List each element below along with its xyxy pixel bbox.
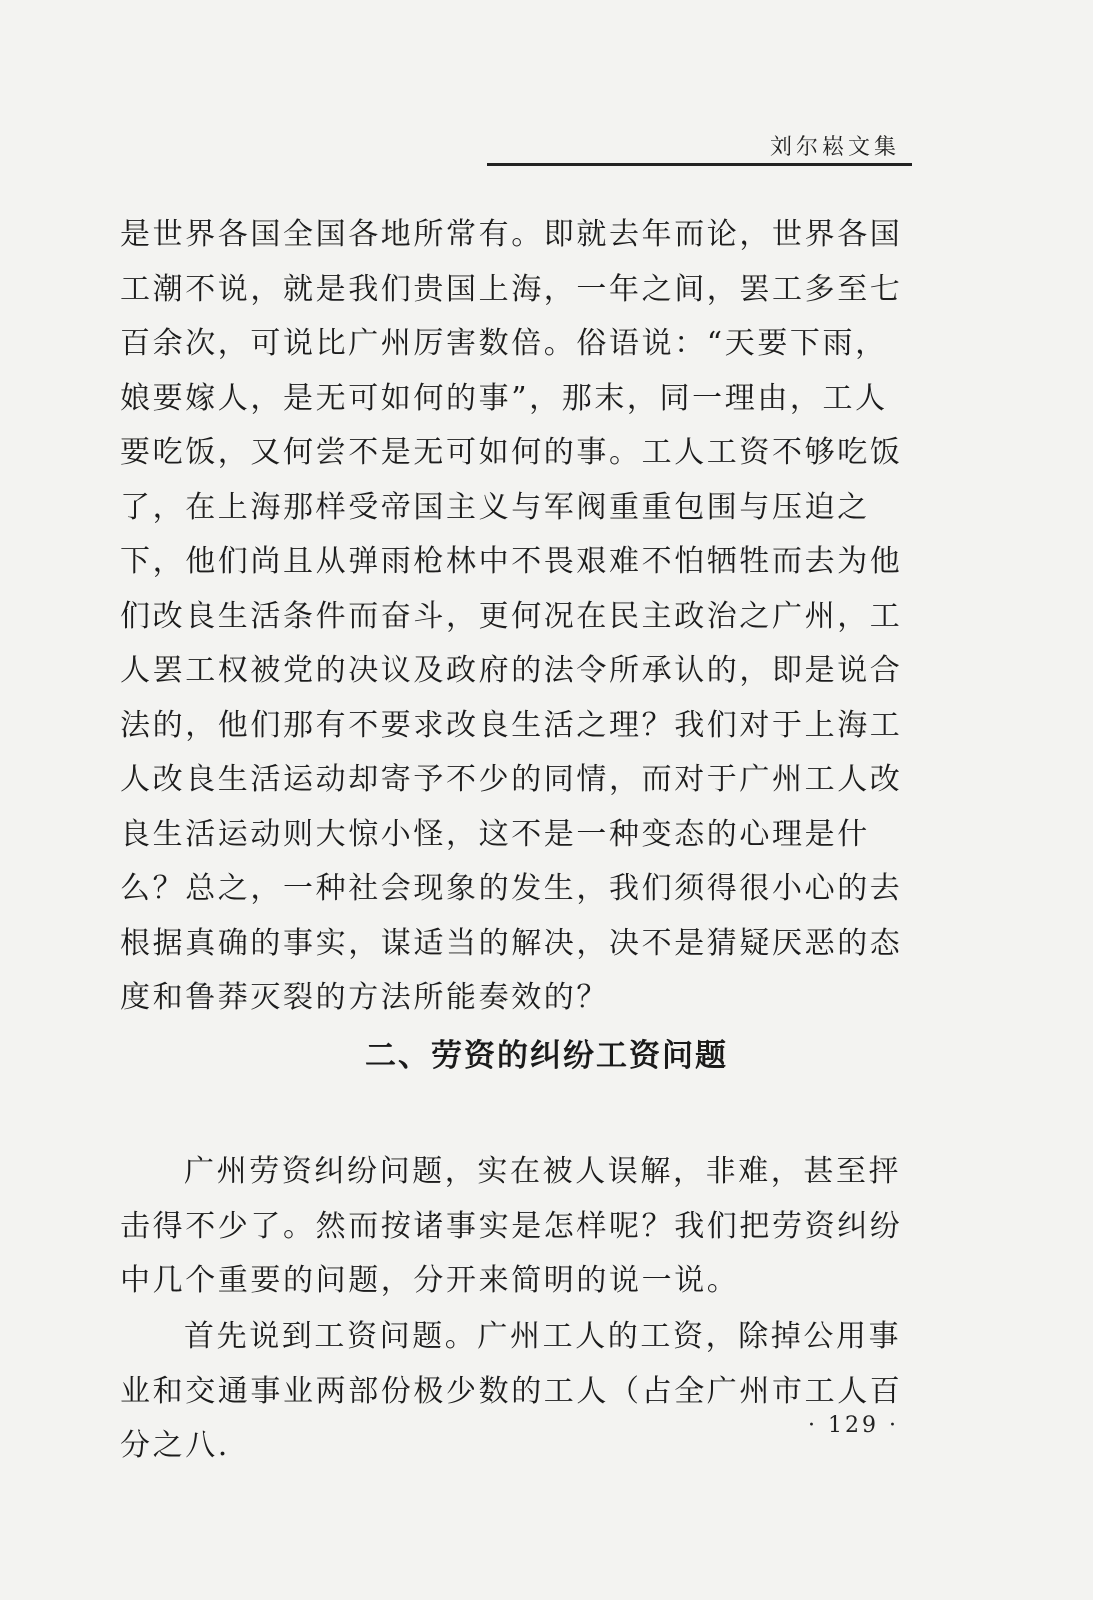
page-number: · 129 · — [808, 1413, 899, 1438]
section-heading: 二、劳资的纠纷工资问题 — [365, 1038, 728, 1074]
body-paragraph: 广州劳资纠纷问题，实在被人误解，非难，甚至抨击得不少了。然而按诸事实是怎样呢？我们把劳资纠纷中几个重要的问题，分开来简明的说一说。 — [120, 1154, 903, 1298]
body-paragraph: 首先说到工资问题。广州工人的工资，除掉公用事业和交通事业两部份极少数的工人（占全广州市工人百分之八. — [120, 1319, 903, 1463]
body-paragraph: 是世界各国全国各地所常有。即就去年而论，世界各国工潮不说，就是我们贵国上海，一年之间，罢工多至七百余次，可说比广州厉害数倍。俗语说：“天要下雨，娘要嫁人，是无可如何的事”，那末，同一理由，工人要吃饭，又何尝不是无可如何的事。工人工资不够吃饭了，在上海那样受帝国主义与军阀重重包围与压迫之下，他们尚且从弹雨枪林中不畏艰难不怕牺牲而去为他们改良生活条件而奋斗，更何况在民主政治之广州，工人罢工权被党的决议及政府的法令所承认的，即是说合法的，他们那有不要求改良生活之理？我们对于上海工人改良生活运动却寄予不少的同情，而对于广州工人改良生活运动则大惊小怪，这不是一种变态的心理是什么？总之，一种社会现象的发生，我们须得很小心的去根据真确的事实，谋适当的解决，决不是猜疑厌恶的态度和鲁莽灭裂的方法所能奏效的？ — [120, 217, 903, 1015]
header-rule — [487, 163, 912, 166]
running-header-title: 刘尔崧文集 — [770, 135, 901, 160]
